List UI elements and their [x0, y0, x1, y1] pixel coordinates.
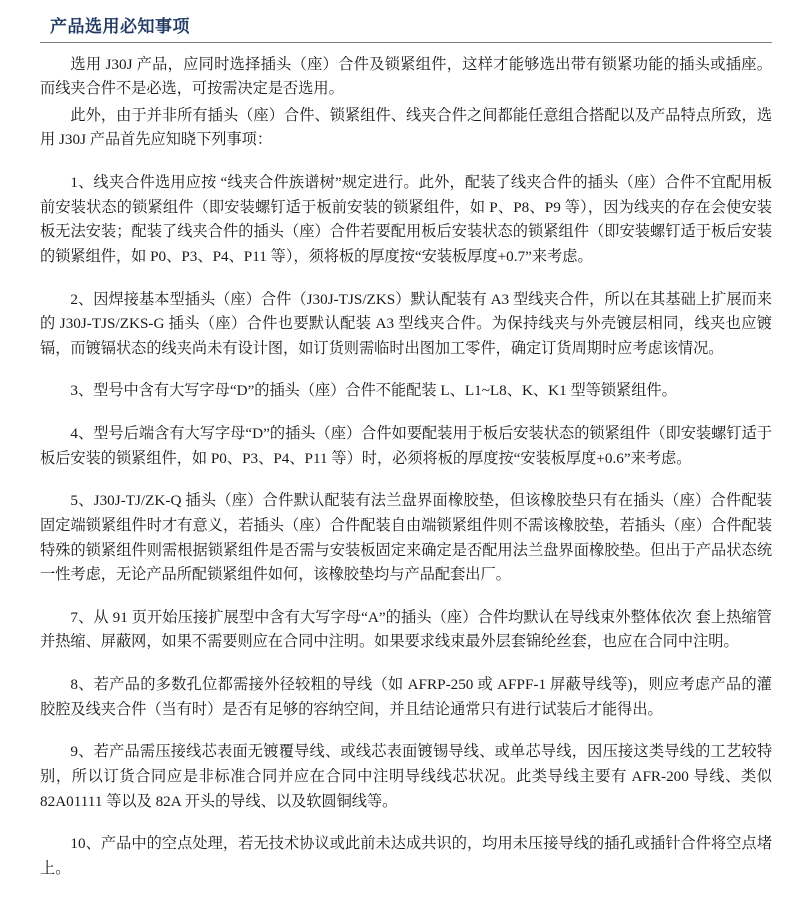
page-title: 产品选用必知事项 — [50, 17, 190, 36]
paragraph-item-2: 2、因焊接基本型插头（座）合件（J30J-TJS/ZKS）默认配装有 A3 型线夹合件，所以在其基础上扩展而来的 J30J-TJS/ZKS-G 插头（座）合件也要默认配装 A3 型线夹合件。为保持线夹与外壳镀层相同，线夹也应镀镉，而镀镉状态的线夹尚未有设计图，如订货则需临时出图加工零件，确定订货周期时应考虑该情况。 — [40, 290, 772, 357]
title-divider — [40, 42, 772, 43]
paragraph-item-8: 8、若产品的多数孔位都需接外径较粗的导线（如 AFRP-250 或 AFPF-1 屏蔽导线等)，则应考虑产品的灌胶腔及线夹合件（当有时）是否有足够的容纳空间，并且结论通常只有进行试装后才能得出。 — [40, 676, 772, 718]
paragraph-intro-1: 选用 J30J 产品，应同时选择插头（座）合件及锁紧组件，这样才能够选出带有锁紧功能的插头或插座。而线夹合件不是必选，可按需决定是否选用。 — [40, 55, 772, 98]
paragraph-item-7: 7、从 91 页开始压接扩展型中含有大写字母“A”的插头（座）合件均默认在导线束外整体依次 套上热缩管并热缩、屏蔽网，如果不需要则应在合同中注明。如果要求线束最外层套锦纶丝套，也应在合同中注明。 — [40, 608, 772, 651]
paragraph-item-5: 5、J30J-TJ/ZK-Q 插头（座）合件默认配装有法兰盘界面橡胶垫，但该橡胶垫只有在插头（座）合件配装固定端锁紧组件时才有意义，若插头（座）合件配装自由端锁紧组件则不需该橡胶垫，若插头（座）合件配装特殊的锁紧组件则需根据锁紧组件是否需与安装板固定来确定是否配用法兰盘界面橡胶垫。但出于产品状态统一性考虑，无论产品所配锁紧组件如何，该橡胶垫均与产品配套出厂。 — [40, 492, 772, 584]
paragraph-intro-2: 此外，由于并非所有插头（座）合件、锁紧组件、线夹合件之间都能任意组合搭配以及产品特点所致，选用 J30J 产品首先应知晓下列事项： — [40, 106, 772, 149]
paragraph-item-1: 1、线夹合件选用应按 “线夹合件族谱树”规定进行。此外，配装了线夹合件的插头（座）合件不宜配用板前安装状态的锁紧组件（即安装螺钉适于板前安装的锁紧组件，如 P、P8、P9 等），因为线夹的存在会使安装板无法安装；配装了线夹合件的插头（座）合件若要配用板后安装状态的锁紧组件（即安装螺钉适于板后安装的锁紧组件，如 P0、P3、P4、P11 等），须将板的厚度按“安装板厚度+0.7”来考虑。 — [40, 174, 772, 265]
paragraph-item-4: 4、型号后端含有大写字母“D”的插头（座）合件如要配装用于板后安装状态的锁紧组件（即安装螺钉适于板后安装的锁紧组件，如 P0、P3、P4、P11 等）时，必须将板的厚度按“安装板厚度+0.6”来考虑。 — [40, 425, 772, 467]
paragraph-item-9: 9、若产品需压接线芯表面无镀覆导线、或线芯表面镀锡导线、或单芯导线，因压接这类导线的工艺较特别，所以订货合同应是非标准合同并应在合同中注明导线线芯状况。此类导线主要有 AFR-200 导线、类似 82A01111 等以及 82A 开头的导线、以及软圆铜线等。 — [40, 743, 772, 810]
paragraph-item-3: 3、型号中含有大写字母“D”的插头（座）合件不能配装 L、L1~L8、K、K1 型等锁紧组件。 — [70, 382, 677, 400]
paragraph-item-10: 10、产品中的空点处理，若无技术协议或此前未达成共识的，均用未压接导线的插孔或插针合件将空点堵上。 — [40, 835, 772, 877]
